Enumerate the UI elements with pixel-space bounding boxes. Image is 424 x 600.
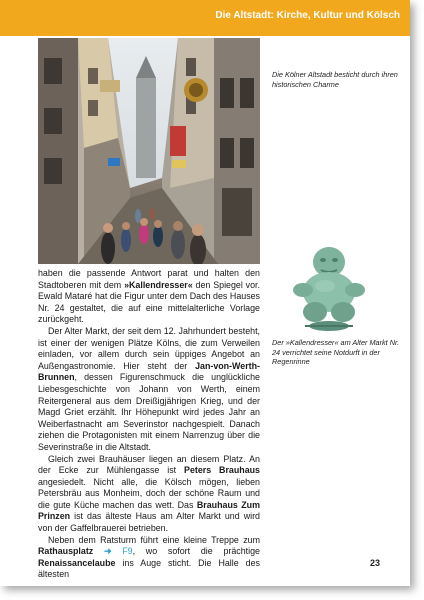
header-title: Die Altstadt: Kirche, Kultur und Kölsch — [215, 10, 400, 21]
text-span: , dessen Figurenschmuck die unglückliche Liebesgeschichte von Johann von Werth, einem Reitergeneral aus dem Dreißigjährigen Krieg, und der Magd Griet erzählt. Ihr Höhepunkt wird jedes Jahr an Weiberfastnacht am Severinstor nachgespielt. Danach ziehen die Protagonisten mit einem Narrenzug über die Severinstraße in die Altstadt. — [38, 372, 260, 452]
text-span: Neben dem Ratsturm führt eine kleine Treppe zum — [48, 534, 260, 545]
bold-term-zum-prinzen: Brauhaus Zum Prinzen — [38, 499, 260, 522]
text-span: angesiedelt. Nicht alle, die Kölsch mögen, lieben Petersbräu aus Monheim, doch der schöne Raum und die gute Küche machen das wett. Das — [38, 476, 260, 510]
paragraph-2 — [38, 326, 260, 454]
text-span: ist das älteste Haus am Alter Markt und wird von der Gaffelbrauerei betrieben. — [38, 511, 260, 534]
photo-caption: Die Kölner Altstadt besticht durch ihren historischen Charme — [272, 70, 398, 89]
street-photo-illustration — [38, 38, 260, 264]
kallendresser-figure-image — [285, 240, 373, 336]
header-bar — [0, 0, 410, 36]
map-reference-link[interactable]: F9 — [122, 546, 133, 557]
bold-term-rathausplatz: Rathausplatz — [38, 546, 94, 557]
page-number: 23 — [369, 558, 380, 568]
altstadt-street-photo — [38, 38, 260, 264]
text-span: den Spiegel vor. Ewald Mataré hat die Figur unter dem Dach des Hauses Nr. 24 gestaltet, die auf eine mittelalterliche Vorlage zurückgeht. — [38, 279, 260, 325]
statue-caption: Der »Kallendresser« am Alter Markt Nr. 24 verrichtet seine Notdurft in der Regenrinne — [272, 338, 400, 366]
body-text — [38, 268, 260, 581]
bold-term-peters-brauhaus: Peters Brauhaus — [184, 465, 260, 476]
text-span: Gleich zwei Brauhäuser liegen an diesem Platz. An der Ecke zur Mühlengasse ist — [38, 453, 260, 476]
bold-term-renaissancelaube: Renaissancelaube — [38, 557, 116, 568]
map-reference-arrow-icon: ➜ — [104, 546, 112, 557]
paragraph-4 — [38, 535, 260, 581]
text-span: ins Auge sticht. Die Halle des ältesten — [38, 557, 260, 580]
text-span: Der Alter Markt, der seit dem 12. Jahrhundert besteht, ist einer der wenigen Plätze Kölns, die zum Verweilen einladen, vor allem durch sein üppiges Angebot an Außengastronomie. Hier steht der — [38, 325, 260, 371]
bold-term-brunnen: Jan-von-Werth-Brunnen — [38, 360, 260, 383]
paragraph-3 — [38, 454, 260, 535]
text-span: , wo sofort die prächtige — [132, 546, 260, 557]
kallendresser-illustration — [285, 240, 373, 336]
bold-term-kallendresser: »Kallendresser« — [124, 279, 193, 290]
text-span: haben die passende Antwort parat und halten den Stadtoberen mit dem — [38, 268, 260, 290]
paragraph-1 — [38, 268, 260, 326]
